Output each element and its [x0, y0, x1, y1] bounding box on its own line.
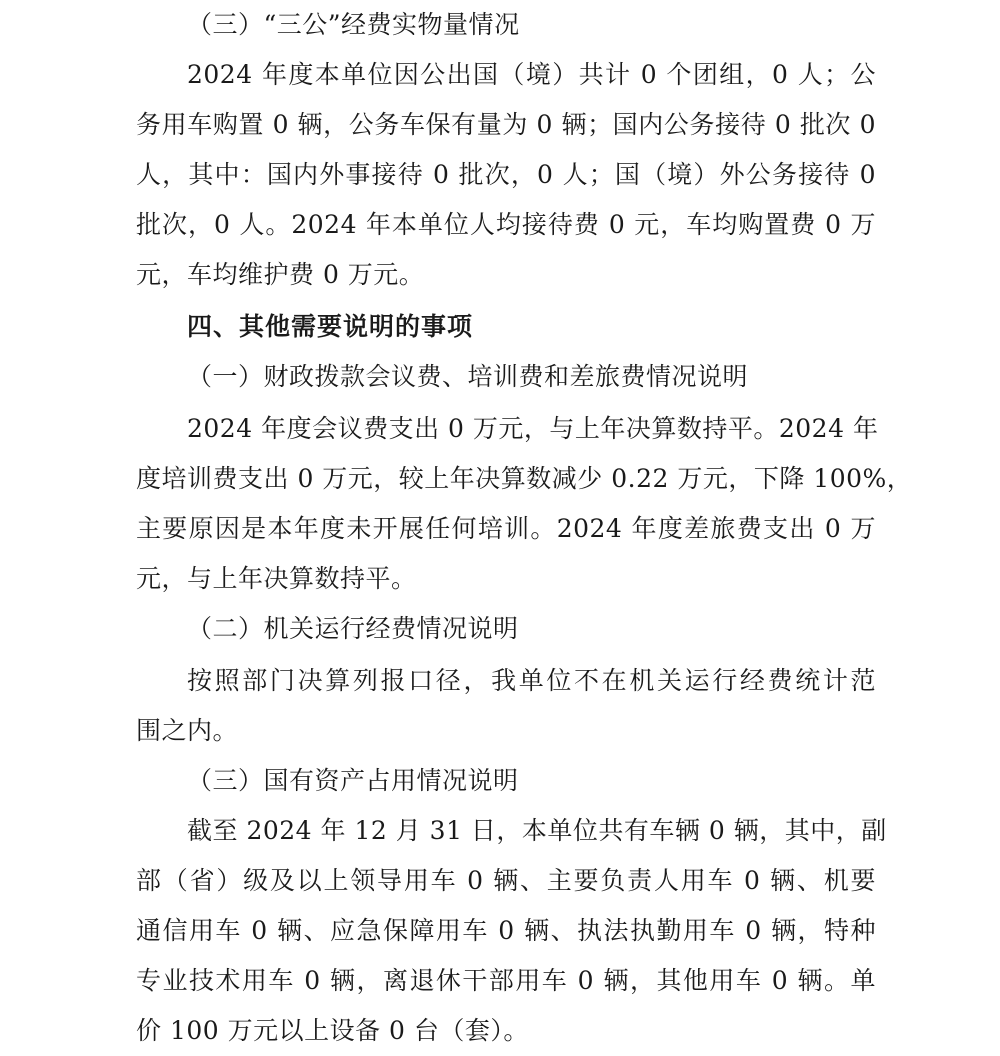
- paragraph-line: 围之内。: [136, 716, 239, 745]
- paragraph-line: 2024 年度会议费支出 0 万元，与上年决算数持平。2024 年: [187, 414, 879, 443]
- section-heading-4-3: （三）国有资产占用情况说明: [187, 766, 519, 795]
- paragraph-line: 截至 2024 年 12 月 31 日，本单位共有车辆 0 辆，其中，副: [187, 816, 887, 845]
- paragraph-line: 专业技术用车 0 辆，离退休干部用车 0 辆，其他用车 0 辆。单: [136, 966, 876, 995]
- paragraph-line: 元，车均维护费 0 万元。: [136, 260, 425, 289]
- paragraph-line: 2024 年度本单位因公出国（境）共计 0 个团组，0 人；公: [187, 60, 876, 89]
- paragraph-line: 价 100 万元以上设备 0 台（套）。: [136, 1016, 529, 1045]
- paragraph-line: 批次，0 人。2024 年本单位人均接待费 0 元，车均购置费 0 万: [136, 210, 876, 239]
- paragraph-line: 主要原因是本年度未开展任何培训。2024 年度差旅费支出 0 万: [136, 514, 876, 543]
- paragraph-line: 人，其中：国内外事接待 0 批次，0 人；国（境）外公务接待 0: [136, 160, 876, 189]
- section-heading-4-1: （一）财政拨款会议费、培训费和差旅费情况说明: [187, 362, 749, 391]
- paragraph-line: 部（省）级及以上领导用车 0 辆、主要负责人用车 0 辆、机要: [136, 866, 876, 895]
- paragraph-line: 元，与上年决算数持平。: [136, 564, 417, 593]
- section-heading-4: 四、其他需要说明的事项: [187, 312, 474, 341]
- section-heading-4-2: （二）机关运行经费情况说明: [187, 614, 519, 643]
- paragraph-line: 度培训费支出 0 万元，较上年决算数减少 0.22 万元，下降 100%，: [136, 464, 913, 493]
- paragraph-line: 务用车购置 0 辆，公务车保有量为 0 辆；国内公务接待 0 批次 0: [136, 110, 876, 139]
- section-heading-3-3: （三）“三公”经费实物量情况: [187, 10, 520, 39]
- paragraph-line: 通信用车 0 辆、应急保障用车 0 辆、执法执勤用车 0 辆，特种: [136, 916, 876, 945]
- paragraph-line: 按照部门决算列报口径，我单位不在机关运行经费统计范: [187, 666, 876, 695]
